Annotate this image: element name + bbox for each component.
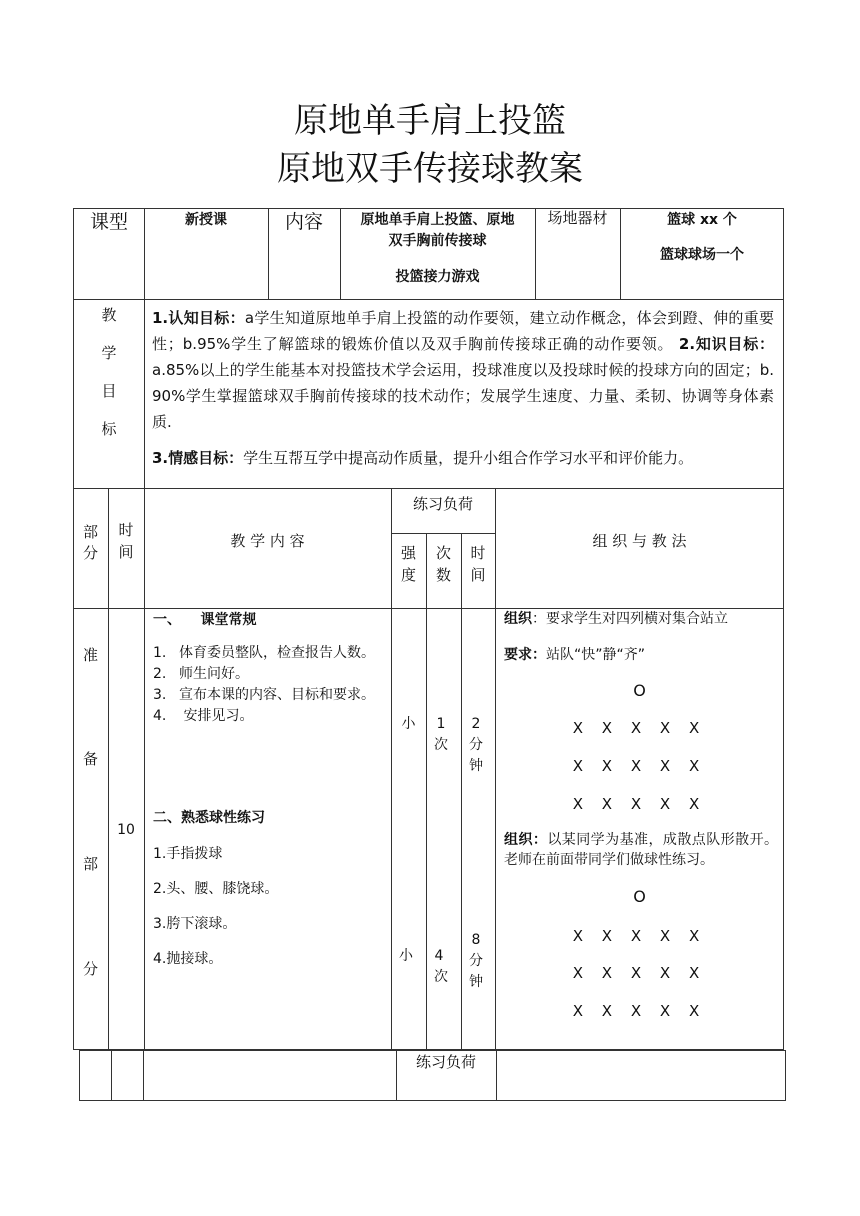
load2-time: 分: [469, 953, 483, 969]
organization-2: 组织：以某同学为基准，成散点队形散开。老师在前面带同学们做球性练习。: [504, 832, 779, 868]
duration-header: 间: [470, 566, 486, 584]
teacher-marker: O: [633, 681, 646, 700]
load2-count: 次: [434, 969, 448, 985]
method-header: 组 织 与 教 法: [592, 532, 687, 550]
count-header: 次: [435, 544, 451, 562]
list-item: 2. 师生问好。: [153, 666, 249, 682]
organization-1: 组织：要求学生对四列横对集合站立: [504, 611, 728, 627]
prep-part-char: 部: [82, 855, 98, 873]
load-header: 练习负荷: [412, 495, 473, 513]
part-header: 部: [82, 523, 98, 541]
list-item: 4. 安排见习。: [153, 708, 254, 724]
page-subtitle: 原地双手传接球教案: [277, 149, 583, 189]
intensity-header: 度: [400, 566, 416, 584]
formation-row: X X X X X: [572, 757, 707, 775]
formation-row: X X X X X: [572, 927, 707, 945]
list-item: 1. 体育委员整队，检查报告人数。: [153, 645, 375, 661]
content-header: 教 学 内 容: [230, 532, 305, 550]
list-item: 3. 宣布本课的内容、目标和要求。: [153, 687, 375, 703]
part-header: 分: [82, 544, 98, 562]
objectives-label-char: 目: [101, 382, 117, 400]
load2-intensity: 小: [399, 948, 413, 964]
section1-list: [153, 645, 385, 729]
formation-row: X X X X X: [572, 1002, 707, 1020]
duration-header: 时: [470, 544, 486, 562]
objectives-text: [152, 305, 774, 435]
time-header: 间: [118, 543, 134, 561]
footer-load-header: 练习负荷: [415, 1053, 476, 1071]
load1-time: 分: [469, 737, 483, 753]
content-value-line3: 投篮接力游戏: [395, 269, 480, 285]
formation-row: X X X X X: [572, 719, 707, 737]
load2-count: 4: [434, 948, 444, 964]
objectives-label-char: 学: [101, 344, 117, 362]
cognitive-objective-text: a学生知道原地单手肩上投篮的动作要领，建立动作概念，体会到蹬、伸的重要性；b.95%学生了解篮球的锻炼价值以及双手胸前传接球正确的动作要领。: [152, 309, 774, 353]
course-type-label: 课型: [89, 211, 128, 233]
content-value-line2: 双手胸前传接球: [388, 233, 487, 249]
list-item: 4.抛接球。: [153, 951, 223, 967]
knowledge-objective-label: 2.知识目标：: [678, 335, 774, 353]
content-label: 内容: [284, 211, 323, 233]
emotional-objective: [152, 445, 774, 471]
intensity-header: 强: [400, 544, 416, 562]
formation-row: X X X X X: [572, 795, 707, 813]
load1-intensity: 小: [401, 716, 416, 732]
objectives-label-char: 教: [101, 306, 117, 324]
page-title: 原地单手肩上投篮: [294, 101, 566, 141]
teacher-marker: O: [633, 887, 646, 906]
emotional-objective-text: 学生互帮互学中提高动作质量，提升小组合作学习水平和评价能力。: [243, 449, 694, 467]
load1-count: 次: [434, 737, 448, 753]
formation-row: X X X X X: [572, 964, 707, 982]
time-header: 时: [118, 521, 134, 539]
load1-time: 2: [471, 716, 481, 732]
list-item: 3.胯下滚球。: [153, 916, 237, 932]
load2-time: 钟: [469, 974, 483, 990]
section2-title: 二、熟悉球性练习: [153, 810, 265, 826]
load1-count: 1: [436, 716, 446, 732]
content-value-line1: 原地单手肩上投篮、原地: [360, 212, 515, 228]
prep-time: 10: [117, 822, 135, 838]
equipment-line1: 篮球 xx 个: [667, 212, 737, 228]
emotional-objective-label: 3.情感目标：: [152, 449, 244, 467]
load1-time: 钟: [469, 758, 483, 774]
cognitive-objective-label: 1.认知目标：: [152, 309, 245, 327]
count-header: 数: [435, 566, 451, 584]
equipment-label: 场地器材: [547, 209, 608, 227]
list-item: 1.手指拨球: [153, 846, 223, 862]
prep-part-char: 备: [82, 750, 98, 768]
prep-part-char: 分: [82, 960, 98, 978]
section1-title: 一、 课堂常规: [153, 612, 257, 628]
requirement: 要求：站队“快”静“齐”: [504, 647, 646, 663]
course-type-value: 新授课: [185, 212, 227, 228]
objectives-label-char: 标: [101, 420, 117, 438]
load2-time: 8: [471, 932, 481, 948]
prep-part-char: 准: [82, 646, 98, 664]
list-item: 2.头、腰、膝饶球。: [153, 881, 279, 897]
equipment-line2: 篮球球场一个: [660, 247, 744, 263]
knowledge-objective-text: a.85%以上的学生能基本对投篮技术学会运用，投球准度以及投球时候的投球方向的固定；b. 90%学生掌握篮球双手胸前传接球的技术动作；发展学生速度、力量、柔韧、协调等身体素质.: [152, 361, 774, 431]
